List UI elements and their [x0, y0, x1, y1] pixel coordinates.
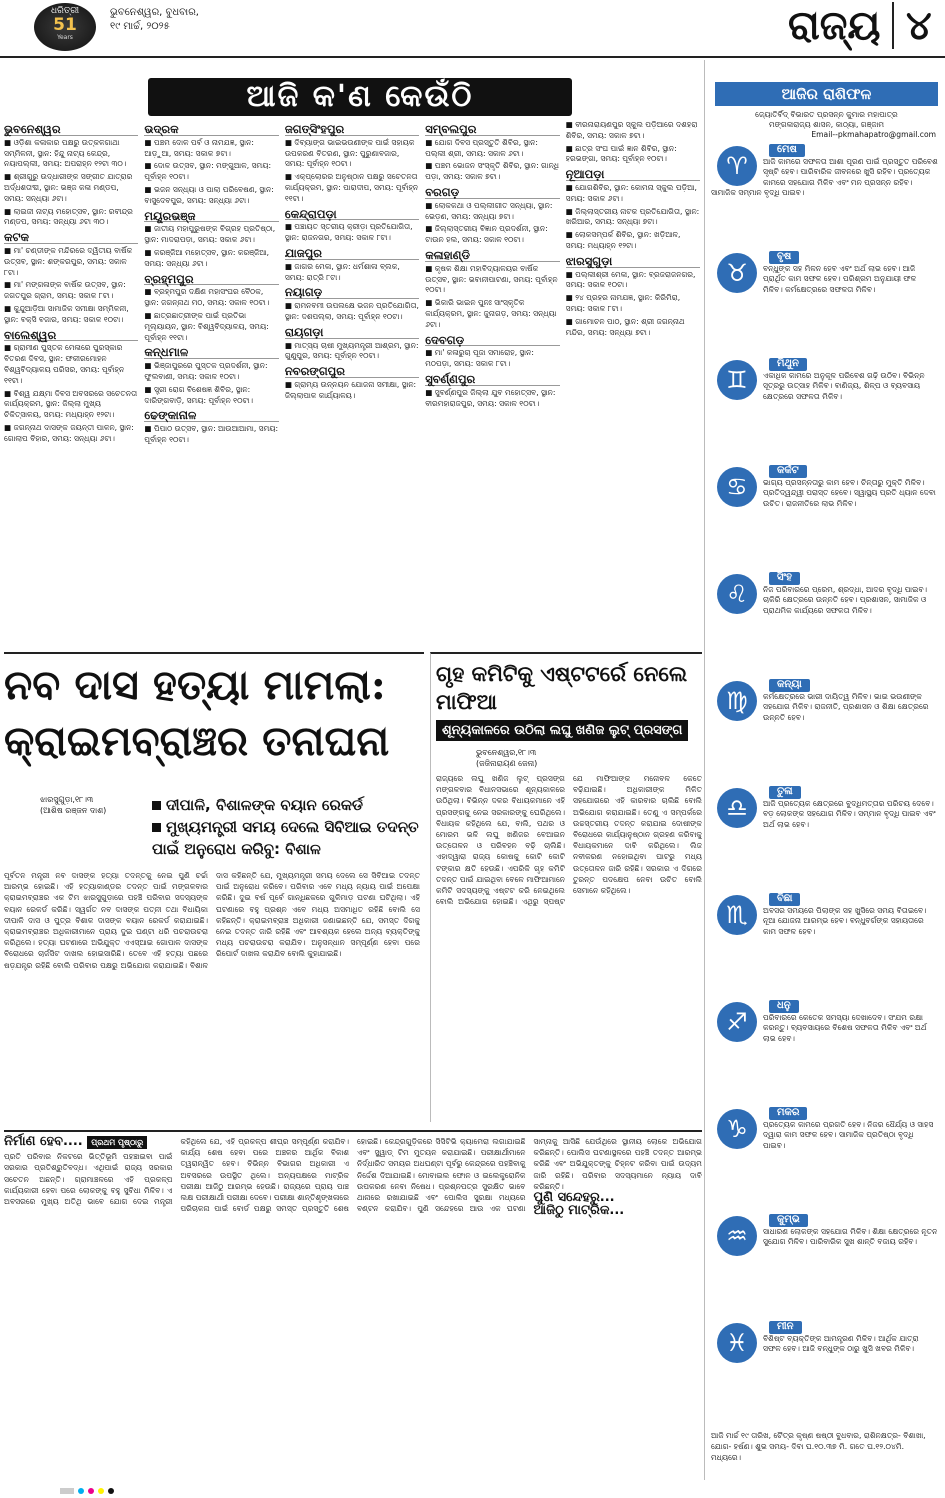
listing-event: ■ ଜିଲ୍ଲାସ୍ତରୀୟ ବିଜ୍ଞାନ ପ୍ରଦର୍ଶନୀ, ସ୍ଥାନ: ଟାଉନ ହଲ, ସମୟ: ସକାଳ ୧୦ଟା। — [425, 224, 548, 245]
horoscope-sign — [711, 1214, 942, 1317]
listing-event: ■ ବୀରନାରାୟଣପୁର ସ୍କୁଲ ପଡ଼ିଆରେ ଦଶହରା ଶିବିର, ସମୟ: ସକାଳ ୭ଟା। — [565, 120, 698, 140]
horoscope-sign — [711, 358, 942, 461]
gray-swatch — [60, 1488, 74, 1494]
listing-event: ■ ପଲ୍ଲୀଶ୍ରୀ ମେଳା, ସ୍ଥାନ: ବ୍ରଜରାଜନଗର, ସମୟ: ସକାଳ ୧୦ଟା। — [565, 269, 696, 290]
listing-event: ■ ବିଶ୍ୱ ଯକ୍ଷ୍ମା ଦିବସ ଅବସରରେ ସଚେତନତା କାର୍ଯ୍ୟକ୍ରମ, ସ୍ଥାନ: ଜିଲ୍ଲା ମୁଖ୍ୟ ଚିକିତ୍ସାଳୟ, ସମୟ: ମଧ୍ୟାହ୍ନ ୧୨ଟା। — [4, 388, 138, 420]
sign-text: ପ୍ରତ୍ୟେକ କାମରେ ପ୍ରଗତି ହେବ। ନିଜର ଧୈର୍ଯ୍ୟ ଓ ସାହସ ଦ୍ୱାରା କାମ ସଫଳ ହେବ। ସାମାଜିକ ପ୍ରତିଷ୍ଠା ବୃଦ୍ଧି ପାଇବ। — [763, 1119, 934, 1150]
listing-event: ■ ଭଜନ ସନ୍ଧ୍ୟା ଓ ପାଲା ପରିବେଷଣ, ସ୍ଥାନ: ବାସୁଦେବପୁର, ସମୟ: ସନ୍ଧ୍ୟା ୬ଟା। — [144, 184, 274, 205]
listing-location: କନ୍ଧମାଳ — [144, 347, 278, 359]
zodiac-icon: ♉ — [717, 253, 757, 293]
lead-subheads — [152, 794, 422, 860]
logo-number: 51 — [53, 15, 77, 35]
listing-location: ନୂଆପଡ଼ା — [566, 169, 700, 181]
horoscope-sign — [711, 465, 942, 568]
listing-location: ବରଗଡ଼ — [425, 187, 559, 199]
listing-event: ■ ରାମନବମୀ ଉପଲକ୍ଷେ ଭଜନ ପ୍ରତିଯୋଗିତା, ସ୍ଥାନ: ଦଶପଲ୍ଲା, ସମୟ: ପୂର୍ବାହ୍ନ ୧୦ଟା। — [284, 301, 419, 321]
listing-location: ମୟୂରଭଞ୍ଜ — [144, 211, 278, 223]
listing-event: ■ ପିପାଠ ଉତ୍ସବ, ସ୍ଥାନ: ଆଉଆଆମା, ସମୟ: ପୂର୍ବାହ୍ନ ୧୦ଟା। — [144, 424, 279, 444]
listing-event: ■ ଶ୍ରୀଗୁରୁ ଉଦ୍ଧାରୀଙ୍କ ସଙ୍ଗୀତ ଯାତ୍ରାର ଅର୍ଦ୍ଧଶତାବ୍ଦୀ, ସ୍ଥାନ: ଭଞ୍ଜ କଳା ମଣ୍ଡପ, ସମୟ: ସନ୍ଧ୍ୟା ୬ଟା। — [4, 172, 133, 203]
listing-location: ଜଗତ୍‌ସିଂହପୁର — [285, 124, 419, 136]
listing-event: ■ ପଞ୍ଚମ ଭୋଜନ ସଂସ୍କୃତି ଶିବିର, ସ୍ଥାନ: ଗାନ୍ଧି ପଡ଼ା, ସମୟ: ସକାଳ ୭ଟା। — [425, 161, 559, 182]
listing-event: ■ ଛାତ୍ରଛାତ୍ରୀଙ୍କ ପାଇଁ ପ୍ରତିଭା ମୂଲ୍ୟାୟନ, ସ୍ଥାନ: ବିଶ୍ୱବିଦ୍ୟାଳୟ, ସମୟ: ପୂର୍ବାହ୍ନ ୧୧ଟା। — [144, 310, 269, 342]
listing-event: ■ ଜଗନ୍ନାଥ ଦାସଙ୍କ ଜୟନ୍ତୀ ପାଳନ, ସ୍ଥାନ: ଗୋଲାପ ବିହାର, ସମୟ: ସନ୍ଧ୍ୟା ୬ଟା। — [4, 422, 134, 443]
zodiac-icon: ♌ — [717, 574, 757, 614]
astrologer-address: ମଙ୍ଗଳାରାଜ୍ୟ ଶାସନ, କାଠ୍ୟା, ଗଞ୍ଜାମ — [768, 120, 885, 129]
listing-event: ■ ୨୪ ପ୍ରହର ନାମଯଜ୍ଞ, ସ୍ଥାନ: କିରିମିରା, ସମୟ: ସକାଳ ୮ଟା। — [565, 293, 681, 313]
zodiac-icon: ♏ — [717, 895, 757, 935]
header-date: ୧୯ ମାର୍ଚ୍ଚ, ୨୦୨୫ — [110, 21, 170, 32]
listing-event: ■ ଏକ୍‌ପ୍ଲୋରର ଅନୁଷ୍ଠାନ ପକ୍ଷରୁ ସଚେତନତା କାର୍ଯ୍ୟକ୍ରମ, ସ୍ଥାନ: ପାରାଦୀପ, ସମୟ: ପୂର୍ବାହ୍ନ ୧୧ଟା। — [284, 172, 419, 203]
lead-headline-line2: କ୍ରାଇମବ୍ରାଞ୍ଚର ତନାଘନା — [4, 717, 390, 765]
second-headline: ଗୃହ କମିଟିକୁ ଏଷ୍ଟଟର୍ରେ ନେଲେ ମାଫିଆ — [436, 661, 688, 714]
magenta-swatch — [88, 1488, 94, 1494]
section-title: ରାଜ୍ୟ — [788, 2, 881, 49]
listing-event: ■ ଲାଇଜୀ ନାଟ୍ୟ ମହୋତ୍ସବ, ସ୍ଥାନ: ରବୀନ୍ଦ୍ର ମଣ୍ଡପ, ସମୟ: ସନ୍ଧ୍ୟା ୬ଟା ୩୦। — [4, 206, 133, 227]
listing-location: ଢେଙ୍କାନାଳ — [144, 410, 278, 422]
sign-text: ଆଜି ପ୍ରତ୍ୟେକ କ୍ଷେତ୍ରରେ ବୁଦ୍ଧିମତ୍ତାର ପରିଚୟ ଦେବେ। ବଡ଼ ଲୋକଙ୍କ ସହଯୋଗ ମିଳିବ। ସମ୍ମାନ ବୃଦ୍ଧି ପାଇବ ଏବଂ ଅର୍ଥ ଲାଭ ହେବ। — [763, 798, 936, 829]
listing-event: ■ ମା' ମଙ୍ଗଳାଙ୍କ ବାର୍ଷିକ ଉତ୍ସବ, ସ୍ଥାନ: ଜଗତପୁର ଗ୍ରାମ, ସମୟ: ସକାଳ ୮ଟା। — [4, 280, 126, 301]
listing-event: ■ ଭିକାରି ଭାଇନ ପୁନଃ ସାଂସ୍କୃତିକ କାର୍ଯ୍ୟକ୍ରମ, ସ୍ଥାନ: ଜୁନାଗଡ଼, ସମୟ: ସନ୍ଧ୍ୟା ୬ଟା। — [425, 298, 557, 329]
listing-column — [285, 120, 419, 648]
bottom-stories — [4, 1130, 702, 1480]
horoscope-column — [704, 60, 942, 1480]
sign-name: ସିଂହ — [769, 572, 800, 585]
listing-event: ■ ଲୋକସମ୍ପର୍କ ଶିବିର, ସ୍ଥାନ: ଖଡ଼ିଆଳ, ସମୟ: ମଧ୍ୟାହ୍ନ ୧୨ଟା। — [565, 230, 681, 250]
bottom-columns — [4, 1132, 702, 1480]
listing-location: କଟକ — [4, 232, 138, 244]
astrologer-name: ଜ୍ୟୋତିର୍ବିଦ୍ ବିଭାରତ ପ୍ରସନ୍ନ କୁମାର ମହାପାତ୍ର — [755, 110, 898, 119]
zodiac-icon: ♊ — [717, 360, 757, 400]
listing-event: ■ ବ୍ରହ୍ମପୁର ଦକ୍ଷିଣ ମହାସଂଘର ବୈଠକ, ସ୍ଥାନ: ଜଗନ୍ନାଥ ମଠ, ସମୟ: ସକାଳ ୧୦ଟା। — [144, 287, 270, 308]
listings-banner: ଆଜି କ'ଣ କେଉଁଠି — [148, 78, 572, 116]
horoscope-sign — [711, 679, 942, 782]
sign-text: ବନ୍ଧୁଙ୍କ ସହ ମିଳନ ହେବ ଏବଂ ଅର୍ଥ ଲାଭ ହେବ। ଆଜି ପ୍ରାର୍ଥିତ କାମ ସଫଳ ହେବ। ପରିଶ୍ରମ ଅନୁଯାୟୀ ଫଳ ମିଳିବ। କର୍ମକ୍ଷେତ୍ରରେ ସଫଳତା ମିଳିବ। — [763, 263, 917, 294]
listing-event: ■ ମା' କଳାରୁଚା ପୂଜା ସମାରୋହ, ସ୍ଥାନ: ମଠପଡ଼ା, ସମୟ: ସକାଳ ୮ଟା। — [425, 348, 534, 369]
listing-location: ଯାଜପୁର — [285, 248, 419, 260]
bottom-body: ପ୍ରତି ପରିବାର ନିକଟରେ ଭିତ୍ତିଭୂମି ପହଞ୍ଚାଇବା ପାଇଁ ସରକାର ପ୍ରତିଶ୍ରୁତିବଦ୍ଧ। ଏଥିପାଇଁ ରାଜ୍ୟ ସରକାର ସଚେତନ ଅଛନ୍ତି। ଗ୍ରାମାଞ୍ଚଳରେ ଏହି ପ୍ରକଳ୍ପ କାର୍ଯ୍ୟକାରୀ ହେବା ପରେ ଲୋକଙ୍କୁ ବହୁ ସୁବିଧା ମିଳିବ। ଏ ଅବସରରେ ମୁଖ୍ୟ ଅତିଥି ଭାବେ ଯୋଗ ଦେଇ ମନ୍ତ୍ରୀ କହିଥିଲେ ଯେ, ଏହି ପ୍ରକଳ୍ପ ଶୀଘ୍ର ସମ୍ପୂର୍ଣ୍ଣ କରାଯିବ। କାର୍ଯ୍ୟ ଶେଷ ହେବା ପରେ ଅଞ୍ଚଳର ଆର୍ଥିକ ବିକାଶ ତ୍ୱରାନ୍ୱିତ ହେବ। ବିଭିନ୍ନ ବିଭାଗର ଅଧିକାରୀ ଏ ଅବସରରେ ଉପସ୍ଥିତ ଥିଲେ। ଅନ୍ୟପକ୍ଷରେ ମାଟ୍ରିକ ପରୀକ୍ଷା ଆଜିଠୁ ଆରମ୍ଭ ହେଉଛି। ରାଜ୍ୟରେ ପ୍ରାୟ ପାଞ୍ଚ ଲକ୍ଷ ପରୀକ୍ଷାର୍ଥୀ ପରୀକ୍ଷା ଦେବେ। ପରୀକ୍ଷା ଶାନ୍ତିଶୃଙ୍ଖଳାରେ ପରିଚାଳନା ପାଇଁ ବୋର୍ଡ ପକ୍ଷରୁ ସମସ୍ତ ପ୍ରସ୍ତୁତି ଶେଷ ହୋଇଛି। କେନ୍ଦ୍ରଗୁଡ଼ିକରେ ସିସିଟିଭି କ୍ୟାମେରା ଲଗାଯାଇଛି ଏବଂ ସ୍କ୍ୱାଡ୍ ଟିମ ମୁତୟନ କରାଯାଇଛି। ପରୀକ୍ଷାର୍ଥୀମାନେ ନିର୍ଦ୍ଧାରିତ ସମୟର ଅଧଘଣ୍ଟା ପୂର୍ବରୁ କେନ୍ଦ୍ରରେ ପହଞ୍ଚିବାକୁ ନିର୍ଦ୍ଦେଶ ଦିଆଯାଇଛି। ମୋବାଇଲ ଫୋନ ଓ ଇଲେକ୍ଟ୍ରୋନିକ ଉପକରଣ ନେବା ନିଷେଧ। ପ୍ରଶ୍ନପତ୍ର ସୁରକ୍ଷିତ ଭାବେ ଥାନାରେ ରଖାଯାଇଛି ଏବଂ ପୋଲିସ ସୁରକ୍ଷା ମଧ୍ୟରେ ବଣ୍ଟନ କରାଯିବ। ପୁଣି ସନ୍ଦେହରେ ଆଉ ଏକ ଘଟଣା ସାମ୍ନାକୁ ଆସିଛି ଯେଉଁଥିରେ ସ୍ଥାନୀୟ ଲୋକେ ଅଭିଯୋଗ କରିଛନ୍ତି। ପୋଲିସ ଘଟଣାସ୍ଥଳରେ ପହଞ୍ଚି ତଦନ୍ତ ଆରମ୍ଭ କରିଛି ଏବଂ ଅଭିଯୁକ୍ତଙ୍କୁ ଚିହ୍ନଟ କରିବା ପାଇଁ ଉଦ୍ୟମ ଜାରି ରହିଛି। ପରିବାର ସଦସ୍ୟମାନେ ନ୍ୟାୟ ଦାବି କରିଛନ୍ତି। — [4, 1137, 702, 1214]
horoscope-sign — [711, 1107, 942, 1210]
horoscope-sign — [711, 1000, 942, 1103]
sign-text: ଅବସର ସମୟରେ ପିଲାଙ୍କ ସହ ଖୁସିରେ ସମୟ ବିତାଇବେ। ନୂଆ ଯୋଜନା ଆରମ୍ଭ ହେବ। ବନ୍ଧୁବର୍ଗଙ୍କ ସହାୟତାରେ କାମ ସଫଳ ହେବ। — [763, 905, 927, 936]
listing-event: ■ ଯୋଗଶିବିର, ସ୍ଥାନ: କୋମନା ସ୍କୁଲ ପଡ଼ିଆ, ସମୟ: ସକାଳ ୬ଟା। — [565, 182, 697, 203]
bottom-kicker-2: ପୁଣି ସନ୍ଦେହରୁ... — [533, 1190, 615, 1206]
black-swatch — [108, 1488, 114, 1494]
listing-location: କଳାହାଣ୍ଡି — [425, 250, 559, 262]
listing-event: ■ ସ୍ତ୍ରୀ ରୋଗ ବିଶେଷଜ୍ଞ ଶିବିର, ସ୍ଥାନ: ଦାରିଙ୍ଗବାଡ଼ି, ସମୟ: ପୂର୍ବାହ୍ନ ୧୦ଟା। — [144, 384, 253, 405]
sign-name: କନ୍ୟା — [769, 679, 810, 692]
listing-event: ■ ଦିବ୍ୟାଙ୍ଗ ଭାଇଭଉଣୀଙ୍କ ପାଇଁ ସହାୟକ ଉପକରଣ ବିତରଣ, ସ୍ଥାନ: ପୁରୁଣାବଜାର, ସମୟ: ପୂର୍ବାହ୍ନ ୧୦ଟା। — [284, 137, 415, 169]
listing-location: ଭୁବନେଶ୍ୱର — [4, 124, 138, 136]
listing-column — [144, 120, 278, 648]
header-dateline — [110, 6, 199, 34]
sign-name: ଧନୁ — [769, 1000, 799, 1013]
sign-text: ଭାଗ୍ୟ ପ୍ରସନ୍ନତାରୁ କାମ ହେବ। ଚିନ୍ତାରୁ ମୁକ୍ତି ମିଳିବ। ପ୍ରତିଦ୍ୱନ୍ଦ୍ୱୀ ପରାସ୍ତ ହେବେ। ସ୍ୱାସ୍ଥ୍ୟ ପ୍ରତି ଧ୍ୟାନ ଦେବା ଉଚିତ। ରାଜନୀତିରେ ଲାଭ ମିଳିବ। — [763, 477, 936, 508]
second-subhead: ଶୂନ୍ୟକାଳରେ ଉଠିଲା ଲଘୁ ଖଣିଜ ଲୁଟ୍ ପ୍ରସଙ୍ଗ — [436, 720, 688, 741]
listing-event: ■ ଦୋଳ ଉତ୍ସବ, ସ୍ଥାନ: ମଙ୍ଗୁଆଳ, ସମୟ: ପୂର୍ବାହ୍ନ ୧୦ଟା। — [144, 161, 272, 182]
bottom-kicker-3: ଆଜିଠୁ ମାଟ୍ରିକ... — [533, 1203, 625, 1219]
lead-dateline: ଝାରସୁଗୁଡ଼ା,୧୮।୩ — [40, 795, 94, 804]
listing-event: ■ ଗ୍ରାମୀଣ ପୁସ୍ତକ ମେଳାରେ ପୁରସ୍କାର ବିତରଣ ଦିବସ, ସ୍ଥାନ: ଫକୀରମୋହନ ବିଶ୍ୱବିଦ୍ୟାଳୟ ପରିସର, ସମୟ: ପୂର୍ବାହ୍ନ ୧୧ଟା। — [4, 343, 125, 385]
listing-column — [566, 120, 700, 648]
sign-name: ତୁଳା — [769, 786, 801, 799]
second-byline — [476, 747, 702, 769]
listing-column — [425, 120, 559, 648]
listing-location: ବ୍ରହ୍ମପୁର — [144, 274, 278, 286]
horoscope-sign — [711, 893, 942, 996]
sign-name: ବିଛା — [769, 893, 800, 906]
listing-event: ■ ମାତ୍ସ୍ୟ ଚାଷୀ ମୁଖ୍ୟମନ୍ତ୍ରୀ ଆଶ୍ରମ, ସ୍ଥାନ: ଗୁଣୁପୁର, ସମୟ: ପୂର୍ବାହ୍ନ ୧୦ଟା। — [284, 340, 419, 361]
listing-event: ■ କୁନ୍ଦୁଆଡ଼ିଆ ସାମାଜିକ ସମୀକ୍ଷା ସମ୍ମିଳନୀ, ସ୍ଥାନ: ବକ୍ସି ବଜାର, ସମୟ: ସକାଳ ୧୦ଟା। — [4, 303, 129, 324]
listing-event: ■ ସୁବର୍ଣ୍ଣପୁର ଜିଲ୍ଲା ଯୁବ ମହୋତ୍ସବ, ସ୍ଥାନ: ବୀରମହାରାଜପୁର, ସମୟ: ସକାଳ ୧୦ଟା। — [425, 387, 556, 408]
lead-headline-line1: ନବ ଦାସ ହତ୍ୟା ମାମଲା: — [4, 661, 386, 709]
print-color-strip — [0, 1486, 945, 1496]
horoscope-title: ଆଜିର ରାଶିଫଳ — [715, 82, 938, 106]
zodiac-icon: ♑ — [717, 1109, 757, 1149]
zodiac-icon: ♋ — [717, 467, 757, 507]
event-listings — [4, 120, 700, 648]
lead-subhead-1: ଦୀପାଳି, ବିଶାଳଙ୍କ ବୟାନ ରେକର୍ଡ — [152, 794, 422, 816]
second-dateline: ଭୁବନେଶ୍ୱର,୧୮।୩ — [476, 748, 537, 757]
listing-location: ନବରଙ୍ଗପୁର — [285, 366, 419, 378]
horoscope-sign — [711, 251, 942, 354]
sign-name: ମୀନ — [769, 1321, 802, 1334]
zodiac-icon: ♐ — [717, 1002, 757, 1042]
logo-years: Years — [57, 34, 73, 41]
sign-name: ବୃଷ — [769, 251, 799, 264]
sign-name: କର୍କଟ — [769, 465, 807, 478]
listing-location: ସୁବର୍ଣ୍ଣପୁର — [425, 374, 559, 386]
lead-reporter: (ଆଶିଷ ରଞ୍ଜନ ଦାଶ) — [40, 806, 107, 815]
listing-event: ■ ଜାଗର ମେଳା, ସ୍ଥାନ: ଧର୍ମଶାଳା ବ୍ଲକ, ସମୟ: ରାତ୍ରି ୮ଟା। — [284, 261, 400, 282]
listing-event: ■ କୃଷକ ଶିକ୍ଷା ମହାବିଦ୍ୟାଳୟର ବାର୍ଷିକ ଉତ୍ସବ, ସ୍ଥାନ: ଭବାନୀପାଟଣା, ସମୟ: ପୂର୍ବାହ୍ନ ୧୦ଟା। — [425, 263, 558, 295]
sign-text: ପରିବାରରେ କେତେକ ସମସ୍ୟା ଦେଖାଦେବ। ସଂଯମ ରକ୍ଷା କରନ୍ତୁ। ବ୍ୟବସାୟରେ ବିଶେଷ ସଫଳତା ମିଳିବ ଏବଂ ଅର୍ଥ ଲାଭ ହେବ। — [763, 1012, 927, 1043]
listing-location: କେନ୍ଦ୍ରାପଡ଼ା — [285, 209, 419, 221]
listing-event: ■ ଛାତ୍ର ସଂଘ ପାଇଁ ଜ୍ଞାନ ଶିବିର, ସ୍ଥାନ: ହରଭଙ୍ଗା, ସମୟ: ପୂର୍ବାହ୍ନ ୧୦ଟା। — [565, 143, 677, 164]
horoscope-sign — [711, 786, 942, 889]
sign-name: ମେଷ — [769, 144, 805, 157]
listing-location: ବାଲେଶ୍ୱର — [4, 330, 138, 342]
sign-name: ମକର — [769, 1107, 807, 1120]
sign-text: ବିଶିଷ୍ଟ ବ୍ୟକ୍ତିଙ୍କ ଆମନ୍ତ୍ରଣ ମିଳିବ। ଆର୍ଥିକ ଯାତ୍ରା ସଫଳ ହେବ। ଆଜି ବନ୍ଧୁଙ୍କ ଠାରୁ ଖୁସି ଖବର ମିଳିବ। — [763, 1333, 919, 1353]
lead-body: ପୂର୍ବତନ ମନ୍ତ୍ରୀ ନବ ଦାସଙ୍କ ହତ୍ୟା ତଦନ୍ତକୁ ନେଇ ପୁଣି ଚର୍ଚ୍ଚା ଆରମ୍ଭ ହୋଇଛି। ଏହି ହତ୍ୟାକାଣ୍ଡର ତଦନ୍ତ ପାଇଁ ମଙ୍ଗଳବାର କ୍ରାଇମବ୍ରାଞ୍ଚର ଏକ ଟିମ ଝାରସୁଗୁଡ଼ାରେ ପହଞ୍ଚି ପରିବାର ସଦସ୍ୟଙ୍କ ବୟାନ ରେକର୍ଡ କରିଛି। ସ୍ୱର୍ଗତ ନବ ଦାସଙ୍କ ପତ୍ନୀ ତଥା ବିଧାୟିକା ଦୀପାଳି ଦାସ ଓ ପୁତ୍ର ବିଶାଳ ଦାସଙ୍କ ବୟାନ ରେକର୍ଡ କରାଯାଇଛି। କ୍ରାଇମବ୍ରାଞ୍ଚର ଅଧିକାରୀମାନେ ପ୍ରାୟ ଦୁଇ ଘଣ୍ଟା ଧରି ପଚରାଉଚରା କରିଥିଲେ। ହତ୍ୟା ଘଟଣାରେ ଅଭିଯୁକ୍ତ ଏଏସ୍‌ଆଇ ଗୋପାଳ ଦାସଙ୍କ ବିରୋଧରେ ଚାର୍ଜସିଟ ଦାଖଲ ହୋଇସାରିଛି। ତେବେ ଏହି ହତ୍ୟା ପଛରେ ଷଡ଼ଯନ୍ତ୍ର ରହିଛି ବୋଲି ପରିବାର ପକ୍ଷରୁ ଅଭିଯୋଗ କରାଯାଇଛି। ବିଶାଳ ଦାସ କହିଛନ୍ତି ଯେ, ମୁଖ୍ୟମନ୍ତ୍ରୀ ସମୟ ଦେଲେ ସେ ସିବିଆଇ ତଦନ୍ତ ପାଇଁ ଅନୁରୋଧ କରିବେ। ପରିବାର ଏବେ ମଧ୍ୟ ନ୍ୟାୟ ପାଇଁ ଅପେକ୍ଷା କରିଛି। ଦୁଇ ବର୍ଷ ପୂର୍ବେ ଗାନ୍ଧିଛକରେ ଗୁଳିମାଡ଼ ଘଟଣା ଘଟିଥିଲା। ଏହି ଘଟଣାରେ ବହୁ ପ୍ରଶ୍ନ ଏବେ ମଧ୍ୟ ଅସମାଧିତ ରହିଛି ବୋଲି ସେ କହିଛନ୍ତି। କ୍ରାଇମବ୍ରାଞ୍ଚ ଅଧିକାରୀ ଜଣାଇଛନ୍ତି ଯେ, ସମସ୍ତ ଦିଗକୁ ନେଇ ତଦନ୍ତ ଜାରି ରହିଛି ଏବଂ ଆବଶ୍ୟକ ହେଲେ ଅନ୍ୟ ବ୍ୟକ୍ତିଙ୍କୁ ମଧ୍ୟ ପଚରାଉଚରା କରାଯିବ। ଅନୁସନ୍ଧାନ ସମ୍ପୂର୍ଣ୍ଣ ହେବା ପରେ ରିପୋର୍ଟ ଦାଖଲ କରାଯିବ ବୋଲି କୁହାଯାଇଛି। — [4, 871, 420, 970]
page-number: ୪ — [892, 2, 932, 49]
sign-text: ସାଧାରଣ ଲୋକଙ୍କ ସହଯୋଗ ମିଳିବ। ଶିକ୍ଷା କ୍ଷେତ୍ରରେ ନୂତନ ସୁଯୋଗ ମିଳିବ। ପାରିବାରିକ ସୁଖ ଶାନ୍ତି ବଜାୟ ରହିବ। — [763, 1226, 938, 1246]
astrologer-email: Email--pkmahapatro@gmail.com — [811, 130, 936, 139]
listing-event: ■ କରଞ୍ଜିଆ ମହୋତ୍ସବ, ସ୍ଥାନ: କରଞ୍ଜିଆ, ସମୟ: ସନ୍ଧ୍ୟା ୬ଟା। — [144, 247, 270, 268]
sign-text: ଆଜି କାମରେ ସଫଳତା ଆଶା ପୂରଣ ପାଇଁ ପ୍ରସ୍ତୁତ ପରିବେଶ ସୃଷ୍ଟି ହେବ। ପାରିବାରିକ ଜୀବନରେ ଖୁସି ରହିବ। ପ୍ରତ୍ୟେକ କାମରେ ସହଯୋଗ ମିଳିବ ଏବଂ ମନ ପ୍ରସନ୍ନ ରହିବ। ସାମାଜିକ ସମ୍ମାନ ବୃଦ୍ଧି ପାଇବ। — [711, 156, 938, 197]
lead-subhead-2: ମୁଖ୍ୟମନ୍ତ୍ରୀ ସମୟ ଦେଲେ ସିବିଆଇ ତଦନ୍ତ ପାଇଁ ଅନୁରୋଧ କରିବୁ: ବିଶାଳ — [152, 818, 419, 858]
horoscope-signs — [711, 144, 942, 1424]
masthead-logo — [34, 3, 96, 51]
zodiac-icon: ♈ — [717, 146, 757, 186]
continued-badge: ପ୍ରଥମ ପୃଷ୍ଠାରୁ — [87, 1136, 147, 1149]
panjika-text: ଆଜି ମାର୍ଚ୍ଚ ୧୯ ତାରିଖ, ଚୈତ୍ର କୃଷ୍ଣ ଷଷ୍ଠୀ ବୁଧବାର, ରାଶିନକ୍ଷତ୍ର- ବିଶାଖା, ଯୋଗ- ହର୍ଷଣ। ଶୁଭ ସମୟ- ଦିବା ଘ.୧୦.୩୭ ମି. ଗତେ ଘ.୧୨.୦୪ମି. ମଧ୍ୟରେ। — [711, 1431, 926, 1462]
zodiac-icon: ♓ — [717, 1323, 757, 1363]
sign-name: କୁମ୍ଭ — [769, 1214, 808, 1227]
zodiac-icon: ♍ — [717, 681, 757, 721]
horoscope-sign — [711, 144, 942, 247]
second-body: ରାଜ୍ୟରେ ଲଘୁ ଖଣିଜ ଲୁଟ୍ ପ୍ରସଙ୍ଗ ମଙ୍ଗଳବାର ବିଧାନସଭାରେ ଶୂନ୍ୟକାଳରେ ଉଠିଥିଲା। ବିଭିନ୍ନ ଦଳର ବିଧାୟକମାନେ ଏହି ପ୍ରସଙ୍ଗକୁ ନେଇ ସରକାରଙ୍କୁ ଘେରିଥିଲେ। ବିଧାୟକ କହିଥିଲେ ଯେ, ବାଲି, ପଥର ଓ ମୋରମ ଭଳି ଲଘୁ ଖଣିଜର ବେଆଇନ ଉତ୍ତୋଳନ ଓ ପରିବହନ ବଢ଼ି ଚାଲିଛି। ଏହାଦ୍ୱାରା ରାଜ୍ୟ କୋଷକୁ କୋଟି କୋଟି ଟଙ୍କାର କ୍ଷତି ହେଉଛି। ଏପରିକି ଗୃହ କମିଟି ତଦନ୍ତ ପାଇଁ ଯାଇଥିବା ବେଳେ ମାଫିଆମାନେ କମିଟି ସଦସ୍ୟଙ୍କୁ ଏଷ୍ଟଟ କରି ନେଇଥିଲେ ବୋଲି ଅଭିଯୋଗ ହୋଇଛି। ଏଥିରୁ ସ୍ପଷ୍ଟ ଯେ ମାଫିଆଙ୍କ ମନୋବଳ କେତେ ବଢ଼ିଯାଇଛି। ଅଧିକାରୀଙ୍କ ମିଳିତ ସହଯୋଗରେ ଏହି କାରବାର ଚାଲିଛି ବୋଲି ଅଭିଯୋଗ କରାଯାଇଛି। ତେଣୁ ଏ ସମ୍ପର୍କରେ ଉଚ୍ଚସ୍ତରୀୟ ତଦନ୍ତ କରାଯାଇ ଦୋଷୀଙ୍କ ବିରୋଧରେ କାର୍ଯ୍ୟାନୁଷ୍ଠାନ ଗ୍ରହଣ କରିବାକୁ ବିଧାୟକମାନେ ଦାବି କରିଥିଲେ। ଲିଜ ନବୀକରଣ ନହୋଇଥିବା ଘାଟରୁ ମଧ୍ୟ ଉତ୍ତୋଳନ ଜାରି ରହିଛି। ସରକାର ଏ ଦିଗରେ ତୁରନ୍ତ ପଦକ୍ଷେପ ନେବା ଉଚିତ ବୋଲି ସେମାନେ କହିଥିଲେ। — [436, 774, 702, 907]
listing-event: ■ ମା' ଚଣ୍ଡୀଙ୍କ ମନ୍ଦିରରେ ଦ୍ୱିତୀୟ ବାର୍ଷିକ ଉତ୍ସବ, ସ୍ଥାନ: ଶଙ୍କରପୁର, ସମୟ: ସକାଳ ୮ଟା। — [4, 245, 133, 277]
listing-location: ସମ୍ବଲପୁର — [425, 124, 559, 136]
listing-location: ରାୟଗଡ଼ା — [285, 327, 419, 339]
listing-location: ଭଦ୍ରକ — [144, 124, 278, 136]
yellow-swatch — [98, 1488, 104, 1494]
listing-location: ନୟାଗଡ଼ — [285, 287, 419, 299]
second-reporter: (ଜଜିନାରାୟଣ ଜେନା) — [476, 759, 538, 768]
second-story — [430, 652, 702, 1122]
listing-column — [4, 120, 138, 648]
lead-story — [4, 652, 424, 1122]
sign-name: ମିଥୁନ — [769, 358, 807, 371]
lead-byline — [40, 794, 106, 816]
listing-event: ■ ଜିଲ୍ଲାସ୍ତରୀୟ ନାଟକ ପ୍ରତିଯୋଗିତା, ସ୍ଥାନ: ଖରିଆର, ସମୟ: ସନ୍ଧ୍ୟା ୭ଟା। — [565, 206, 700, 227]
sign-text: କର୍ମକ୍ଷେତ୍ରରେ ଭାରୀ ଦାୟିତ୍ୱ ମିଳିବ। ଭାଇ ଭଉଣୀଙ୍କ ସହଯୋଗ ମିଳିବ। ରାଜନୀତି, ପ୍ରଶାସନ ଓ ଶିକ୍ଷା କ୍ଷେତ୍ରରେ ଉନ୍ନତି ହେବ। — [763, 691, 929, 722]
listing-location: ଝାରସୁଗୁଡ଼ା — [566, 256, 700, 268]
listing-event: ■ ପଞ୍ଚମ ଦୋଳ ପର୍ବ ଓ ନାମଯଜ୍ଞ, ସ୍ଥାନ: ଆଡ଼ୁଆ, ସମୟ: ସକାଳ ୭ଟା। — [144, 137, 254, 158]
listing-event: ■ ଗାମୋଚନ ପାଠ, ସ୍ଥାନ: ଶ୍ରୀ ଜଗନ୍ନାଥ ମନ୍ଦିର, ସମୟ: ସନ୍ଧ୍ୟା ୭ଟା। — [565, 316, 685, 337]
bottom-kicker: ନିର୍ମାଣ ହେବ.... ପ୍ରଥମ ପୃଷ୍ଠାରୁ — [4, 1136, 173, 1149]
sign-text: ଏକାଧିକ କାମରେ ଅନୁକୂଳ ପରିବେଶ ଗଢ଼ି ଉଠିବ। ବିଭିନ୍ନ ସୂତ୍ରରୁ ଉତ୍ସାହ ମିଳିବ। ବାଣିଜ୍ୟ, ଶିଳ୍ପ ଓ ବ୍ୟବସାୟ କ୍ଷେତ୍ରରେ ସଫଳତା ମିଳିବ। — [763, 370, 925, 401]
logo-brand: ଧରିତ୍ରୀ — [50, 6, 80, 16]
listing-event: ■ ଗ୍ରାମ୍ୟ ଉନ୍ନୟନ ଯୋଜନା ସମୀକ୍ଷା, ସ୍ଥାନ: ଜିଲ୍ଲାପାଳ କାର୍ଯ୍ୟାଳୟ। — [284, 379, 417, 400]
listing-event: ■ ପଞ୍ଚାୟତ ସ୍ତରୀୟ କ୍ରୀଡ଼ା ପ୍ରତିଯୋଗିତା, ସ୍ଥାନ: ରାଜନଗର, ସମୟ: ସକାଳ ୮ଟା। — [284, 222, 413, 243]
listing-event: ■ ଭିଞ୍ଜାପୁରରେ ପୁସ୍ତକ ପ୍ରଦର୍ଶନୀ, ସ୍ଥାନ: ଫୁଲବାଣୀ, ସମୟ: ସକାଳ ୧୦ଟା। — [144, 361, 268, 381]
cyan-swatch — [78, 1488, 84, 1494]
zodiac-icon: ♒ — [717, 1216, 757, 1256]
listing-location: ଦେବଗଡ଼ — [425, 335, 559, 347]
zodiac-icon: ♎ — [717, 788, 757, 828]
sign-text: ନିଜ ପରିବାରରେ ପ୍ରେମ, ଶ୍ରଦ୍ଧା, ଆଦର ବୃଦ୍ଧି ପାଇବ। ଚାକିରି କ୍ଷେତ୍ରରେ ଉନ୍ନତି ହେବ। ପ୍ରଶାସନ, ସାମାଜିକ ଓ ପ୍ରାଥମିକ କାର୍ଯ୍ୟରେ ସଫଳତା ମିଳିବ। — [763, 584, 928, 615]
listing-event: ■ ଲୋକକଥା ଓ ପଲ୍ଲୀଗୀତ ସନ୍ଧ୍ୟା, ସ୍ଥାନ: ଭେଡ଼ଣ, ସମୟ: ସନ୍ଧ୍ୟା ୭ଟା। — [425, 200, 553, 221]
horoscope-sign — [711, 1321, 942, 1424]
page-header — [0, 0, 945, 58]
header-city-day: ଭୁବନେଶ୍ୱର, ବୁଧବାର, — [110, 7, 199, 18]
listing-event: ■ ଯୋଗ ଦିବସ ପ୍ରସ୍ତୁତି ଶିବିର, ସ୍ଥାନ: ପଲ୍ଲୀ ଶ୍ରୀ, ସମୟ: ସକାଳ ୬ଟା। — [425, 137, 538, 158]
horoscope-sign — [711, 572, 942, 675]
bullet-icon — [152, 823, 161, 832]
listing-event: ■ ଓଡ଼ିଶା କଳାକାର ପକ୍ଷରୁ ଉତ୍କଳଗାଥା ସମ୍ମିଳନୀ, ସ୍ଥାନ: ହିନ୍ଦୁ ନାଟ୍ୟ କେନ୍ଦ୍ର, ନୟାପଲ୍ଲୀ, ସମୟ: ଅପରାହ୍ନ ୧୨ଟା ୩୦। — [4, 137, 127, 169]
listing-event: ■ ଜାତୀୟ ମହାପୁରୁଷଙ୍କ ବିଗ୍ରହ ପ୍ରତିଷ୍ଠା, ସ୍ଥାନ: ମାଦରାପଡ଼ା, ସମୟ: ସକାଳ ୬ଟା। — [144, 224, 276, 245]
bullet-icon — [152, 801, 161, 810]
